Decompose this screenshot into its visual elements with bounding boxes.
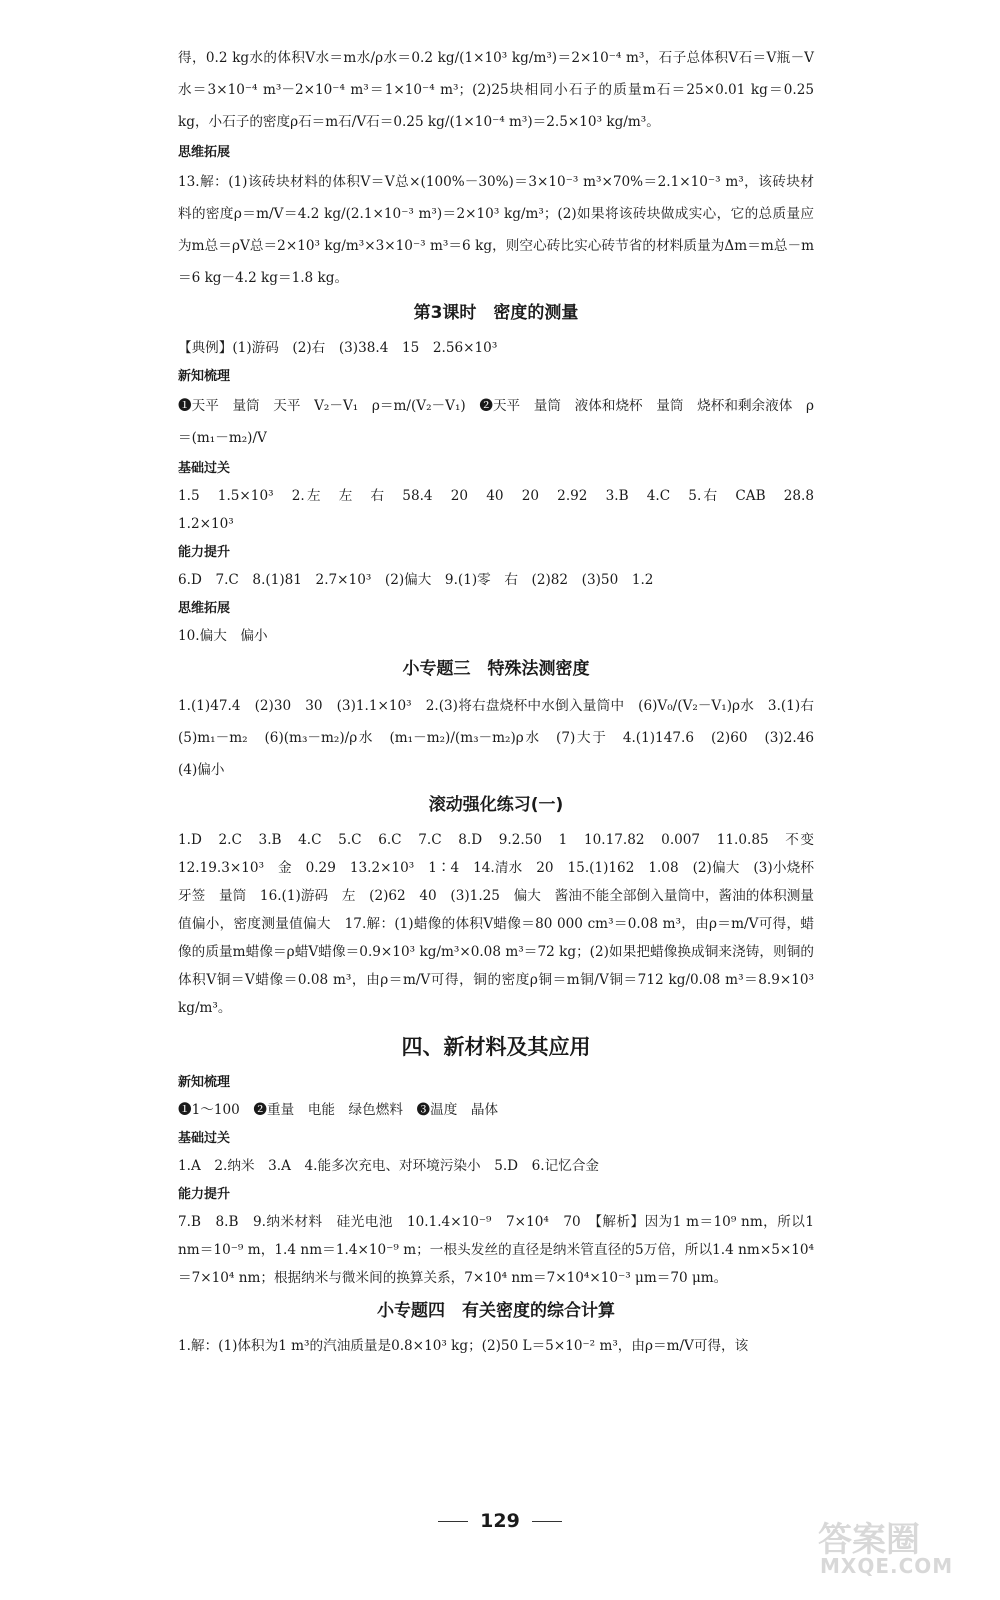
lesson-title: 第3课时 密度的测量 (413, 303, 579, 323)
answer-paragraph: 1.5 1.5×10³ 2.左 左 右 58.4 20 40 20 2.92 3.B 4.C 5.右 CAB 28.8 1.2×10³ (178, 488, 828, 532)
lesson-title: 小专题四 有关密度的综合计算 (377, 1301, 615, 1321)
answer-paragraph: 6.D 7.C 8.(1)81 2.7×10³ (2)偏大 9.(1)零 右 (2)82 (3)50 1.2 (178, 572, 654, 588)
footer-dash-left (438, 1521, 468, 1523)
answer-paragraph: 1.A 2.纳米 3.A 4.能多次充电、对环境污染小 5.D 6.记忆合金 (178, 1158, 600, 1174)
answer-paragraph: 【典例】(1)游码 (2)右 (3)38.4 15 2.56×10³ (178, 340, 498, 356)
section-heading: 能力提升 (178, 1187, 231, 1202)
answer-paragraph: 1.解：(1)体积为1 m³的汽油质量是0.8×10³ kg；(2)50 L＝5×10⁻² m³，由ρ＝m/V可得，该 (178, 1338, 749, 1354)
answer-paragraph: 1.D 2.C 3.B 4.C 5.C 6.C 7.C 8.D 9.2.50 1 10.17.82 0.007 11.0.85 不变 12.19.3×10³ 金 0.29 13.2×10³ 1∶4 14.清水 20 15.(1)162 1.08 (2)偏大 (3)小烧杯 牙签 量筒 16.(1)游码 左 (2)62 40 (3)1.25 偏大 酱油不能全部倒入量筒中，酱油的体积测量值偏小，密度测量值偏大 17.解：(1)蜡像的体积V蜡像＝80 000 cm³＝0.08 m³，由ρ＝m/V可得，蜡像的质量m蜡像＝ρ蜡V蜡像＝0.9×10³ kg/m³×0.08 m³＝72 kg；(2)如果把蜡像换成铜来浇铸，则铜的体积V铜＝V蜡像＝0.08 m³，由ρ＝m/V可得，铜的密度ρ铜＝m铜/V铜＝712 kg/0.08 m³＝8.9×10³ kg/m³。 (178, 832, 828, 1016)
lesson-title: 小专题三 特殊法测密度 (402, 659, 590, 679)
lesson-title: 滚动强化练习(一) (428, 795, 564, 815)
answer-page (178, 42, 828, 1360)
lesson-title: 四、新材料及其应用 (401, 1035, 591, 1059)
section-heading: 新知梳理 (178, 369, 231, 384)
section-heading: 新知梳理 (178, 1075, 231, 1090)
watermark-text: 答案圈 (818, 1520, 920, 1560)
page-number: 129 (480, 1510, 520, 1532)
answer-paragraph: 1.(1)47.4 (2)30 30 (3)1.1×10³ 2.(3)将右盘烧杯中水倒入量筒中 (6)V₀/(V₂－V₁)ρ水 3.(1)右 (5)m₁－m₂ (6)(m₃－m₂)/ρ水 (m₁－m₂)/(m₃－m₂)ρ水 (7)大于 4.(1)147.6 (2)60 (3)2.46 (4)偏小 (178, 698, 828, 778)
answer-paragraph: ❶1～100 ❷重量 电能 绿色燃料 ❸温度 晶体 (178, 1102, 499, 1118)
section-heading: 思维拓展 (178, 601, 231, 616)
watermark-logo (816, 1512, 986, 1582)
section-heading: 能力提升 (178, 545, 231, 560)
section-heading: 基础过关 (178, 461, 231, 476)
answer-paragraph: 7.B 8.B 9.纳米材料 硅光电池 10.1.4×10⁻⁹ 7×10⁴ 70 【解析】因为1 m＝10⁹ nm，所以1 nm＝10⁻⁹ m，1.4 nm＝1.4×10⁻⁹ m；一根头发丝的直径是纳米管直径的5万倍，所以1.4 nm×5×10⁴＝7×10⁴ nm；根据纳米与微米间的换算关系，7×10⁴ nm＝7×10⁴×10⁻³ μm＝70 μm。 (178, 1214, 814, 1286)
answer-paragraph: 得，0.2 kg水的体积V水＝m水/ρ水＝0.2 kg/(1×10³ kg/m³)＝2×10⁻⁴ m³，石子总体积V石＝V瓶－V水＝3×10⁻⁴ m³－2×10⁻⁴ m³＝1×10⁻⁴ m³；(2)25块相同小石子的质量m石＝25×0.01 kg＝0.25 kg，小石子的密度ρ石＝m石/V石＝0.25 kg/(1×10⁻⁴ m³)＝2.5×10³ kg/m³。 (178, 50, 814, 130)
footer-dash-right (532, 1521, 562, 1523)
watermark-url: MXQE.COM (820, 1554, 954, 1578)
answer-paragraph: 10.偏大 偏小 (178, 628, 268, 644)
answer-paragraph: ❶天平 量筒 天平 V₂－V₁ ρ＝m/(V₂－V₁) ❷天平 量筒 液体和烧杯 量筒 烧杯和剩余液体 ρ＝(m₁－m₂)/V (178, 398, 814, 446)
answer-paragraph: 13.解：(1)该砖块材料的体积V＝V总×(100%－30%)＝3×10⁻³ m³×70%＝2.1×10⁻³ m³，该砖块材料的密度ρ＝m/V＝4.2 kg/(2.1×10⁻³ m³)＝2×10³ kg/m³；(2)如果将该砖块做成实心，它的总质量应为m总＝ρV总＝2×10³ kg/m³×3×10⁻³ m³＝6 kg，则空心砖比实心砖节省的材料质量为Δm＝m总－m＝6 kg－4.2 kg＝1.8 kg。 (178, 174, 814, 286)
section-heading: 基础过关 (178, 1131, 231, 1146)
section-heading: 思维拓展 (178, 145, 231, 160)
